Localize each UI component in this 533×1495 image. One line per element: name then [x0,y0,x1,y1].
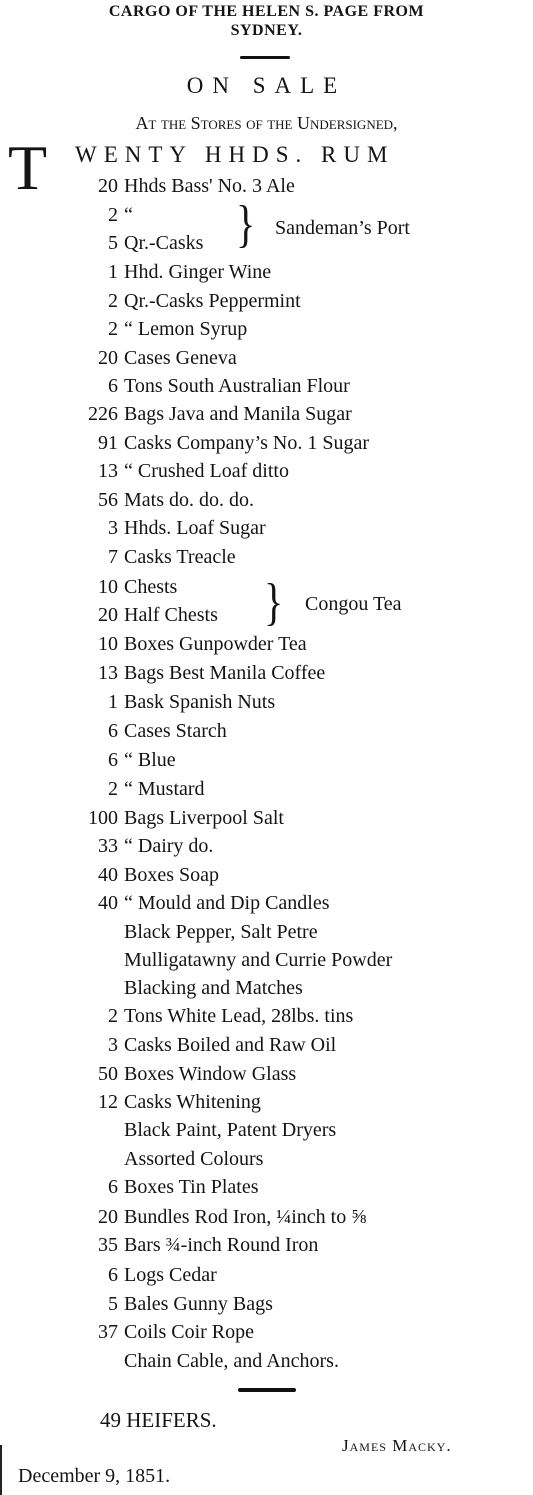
headline-line-1: CARGO OF THE HELEN S. PAGE FROM [108,3,425,20]
item-description: Casks Boiled and Raw Oil [124,1034,337,1056]
item-quantity: 20 [98,175,118,197]
item-description: Qr.-Casks Peppermint [124,290,301,312]
item-description: Mats do. do. do. [124,489,254,511]
item-description: Hhds. Loaf Sugar [124,517,266,539]
item-quantity: 7 [108,546,118,568]
item-quantity: 20 [98,347,118,369]
bracket-label-port: Sandeman’s Port [275,217,410,239]
item-description: Chain Cable, and Anchors. [124,1350,339,1372]
item-quantity: 3 [108,517,118,539]
item-description: Assorted Colours [124,1148,264,1170]
item-description: Qr.-Casks [124,232,204,254]
item-quantity: 2 [108,318,118,340]
item-quantity: 10 [98,576,118,598]
bracket-label-tea: Congou Tea [305,593,402,615]
divider-top [240,56,290,59]
item-description: Tons South Australian Flour [124,375,350,397]
item-description: Bars ¾-inch Round Iron [124,1234,319,1256]
item-quantity [0,974,118,1002]
item-description: “ Crushed Loaf ditto [124,460,289,482]
item-description: Bask Spanish Nuts [124,691,276,713]
item-description: Cases Starch [124,720,227,742]
item-description: Bags Java and Manila Sugar [124,403,352,425]
item-quantity: 6 [108,720,118,742]
item-description: Bags Liverpool Salt [124,807,284,829]
item-description: Boxes Tin Plates [124,1176,259,1198]
item-description: “ Lemon Syrup [124,318,248,340]
item-quantity: 1 [108,691,118,713]
item-description: Casks Whitening [124,1091,261,1113]
heifers-line: 49 HEIFERS. [100,1408,217,1432]
item-description: Blacking and Matches [124,977,303,999]
item-description: Logs Cedar [124,1264,217,1286]
item-quantity: 12 [98,1091,118,1113]
item-description: Mulligatawny and Currie Powder [124,949,393,971]
drop-cap: T [8,132,48,203]
first-line-rum: WENTY HHDS. RUM [75,142,395,167]
item-description: Bales Gunny Bags [124,1293,273,1315]
item-quantity: 6 [108,375,118,397]
item-description: Casks Company’s No. 1 Sugar [124,432,369,454]
item-quantity: 91 [98,432,118,454]
item-quantity: 20 [98,604,118,626]
item-description: “ Mustard [124,778,205,800]
item-description: Half Chests [124,604,218,626]
column-rule [0,1445,2,1495]
item-quantity: 37 [98,1321,118,1343]
divider-bottom [238,1388,296,1392]
item-quantity [0,1347,118,1375]
item-description: “ Dairy do. [124,835,214,857]
stores-line: At the Stores of the Undersigned, [135,113,398,133]
item-quantity: 2 [108,204,118,226]
item-quantity: 5 [108,1293,118,1315]
item-quantity: 40 [98,864,118,886]
item-description: Black Pepper, Salt Petre [124,921,318,943]
item-quantity [0,1116,118,1144]
item-description: “ [124,204,133,226]
on-sale-heading: ON SALE [186,73,347,98]
item-description: Tons White Lead, 28lbs. tins [124,1005,354,1027]
item-quantity: 2 [108,290,118,312]
item-description: Chests [124,576,178,598]
item-description: Casks Treacle [124,546,236,568]
item-quantity: 50 [98,1063,118,1085]
headline-line-2: SYDNEY. [230,22,303,39]
item-description: “ Blue [124,749,176,771]
item-description: Cases Geneva [124,347,237,369]
item-quantity: 35 [98,1234,118,1256]
item-quantity: 13 [98,662,118,684]
signature: James Macky. [342,1436,452,1455]
item-quantity [0,1145,118,1173]
item-description: Boxes Gunpowder Tea [124,633,307,655]
item-quantity [0,946,118,974]
bracket-port: } [236,194,256,253]
item-quantity: 20 [98,1206,118,1228]
item-description: Boxes Soap [124,864,219,886]
bracket-tea: } [264,572,284,631]
item-quantity: 1 [108,261,118,283]
item-quantity: 56 [98,489,118,511]
item-quantity: 6 [108,749,118,771]
item-quantity: 33 [98,835,118,857]
item-quantity: 2 [108,1005,118,1027]
item-description: Bags Best Manila Coffee [124,662,326,684]
item-quantity: 40 [98,892,118,914]
item-quantity: 3 [108,1034,118,1056]
item-description: Hhds Bass' No. 3 Ale [124,175,295,197]
date-line: December 9, 1851. [18,1465,171,1487]
item-quantity: 2 [108,778,118,800]
item-description: Boxes Window Glass [124,1063,297,1085]
item-quantity: 13 [98,460,118,482]
item-quantity: 10 [98,633,118,655]
item-description: “ Mould and Dip Candles [124,892,330,914]
item-quantity: 226 [88,403,118,425]
item-description: Black Paint, Patent Dryers [124,1119,337,1141]
item-quantity: 6 [108,1264,118,1286]
item-description: Coils Coir Rope [124,1321,255,1343]
item-quantity: 6 [108,1176,118,1198]
item-quantity [0,918,118,946]
item-quantity: 100 [88,807,118,829]
item-quantity: 5 [108,232,118,254]
item-description: Bundles Rod Iron, ¼inch to ⅝ [124,1206,367,1228]
item-description: Hhd. Ginger Wine [124,261,272,283]
